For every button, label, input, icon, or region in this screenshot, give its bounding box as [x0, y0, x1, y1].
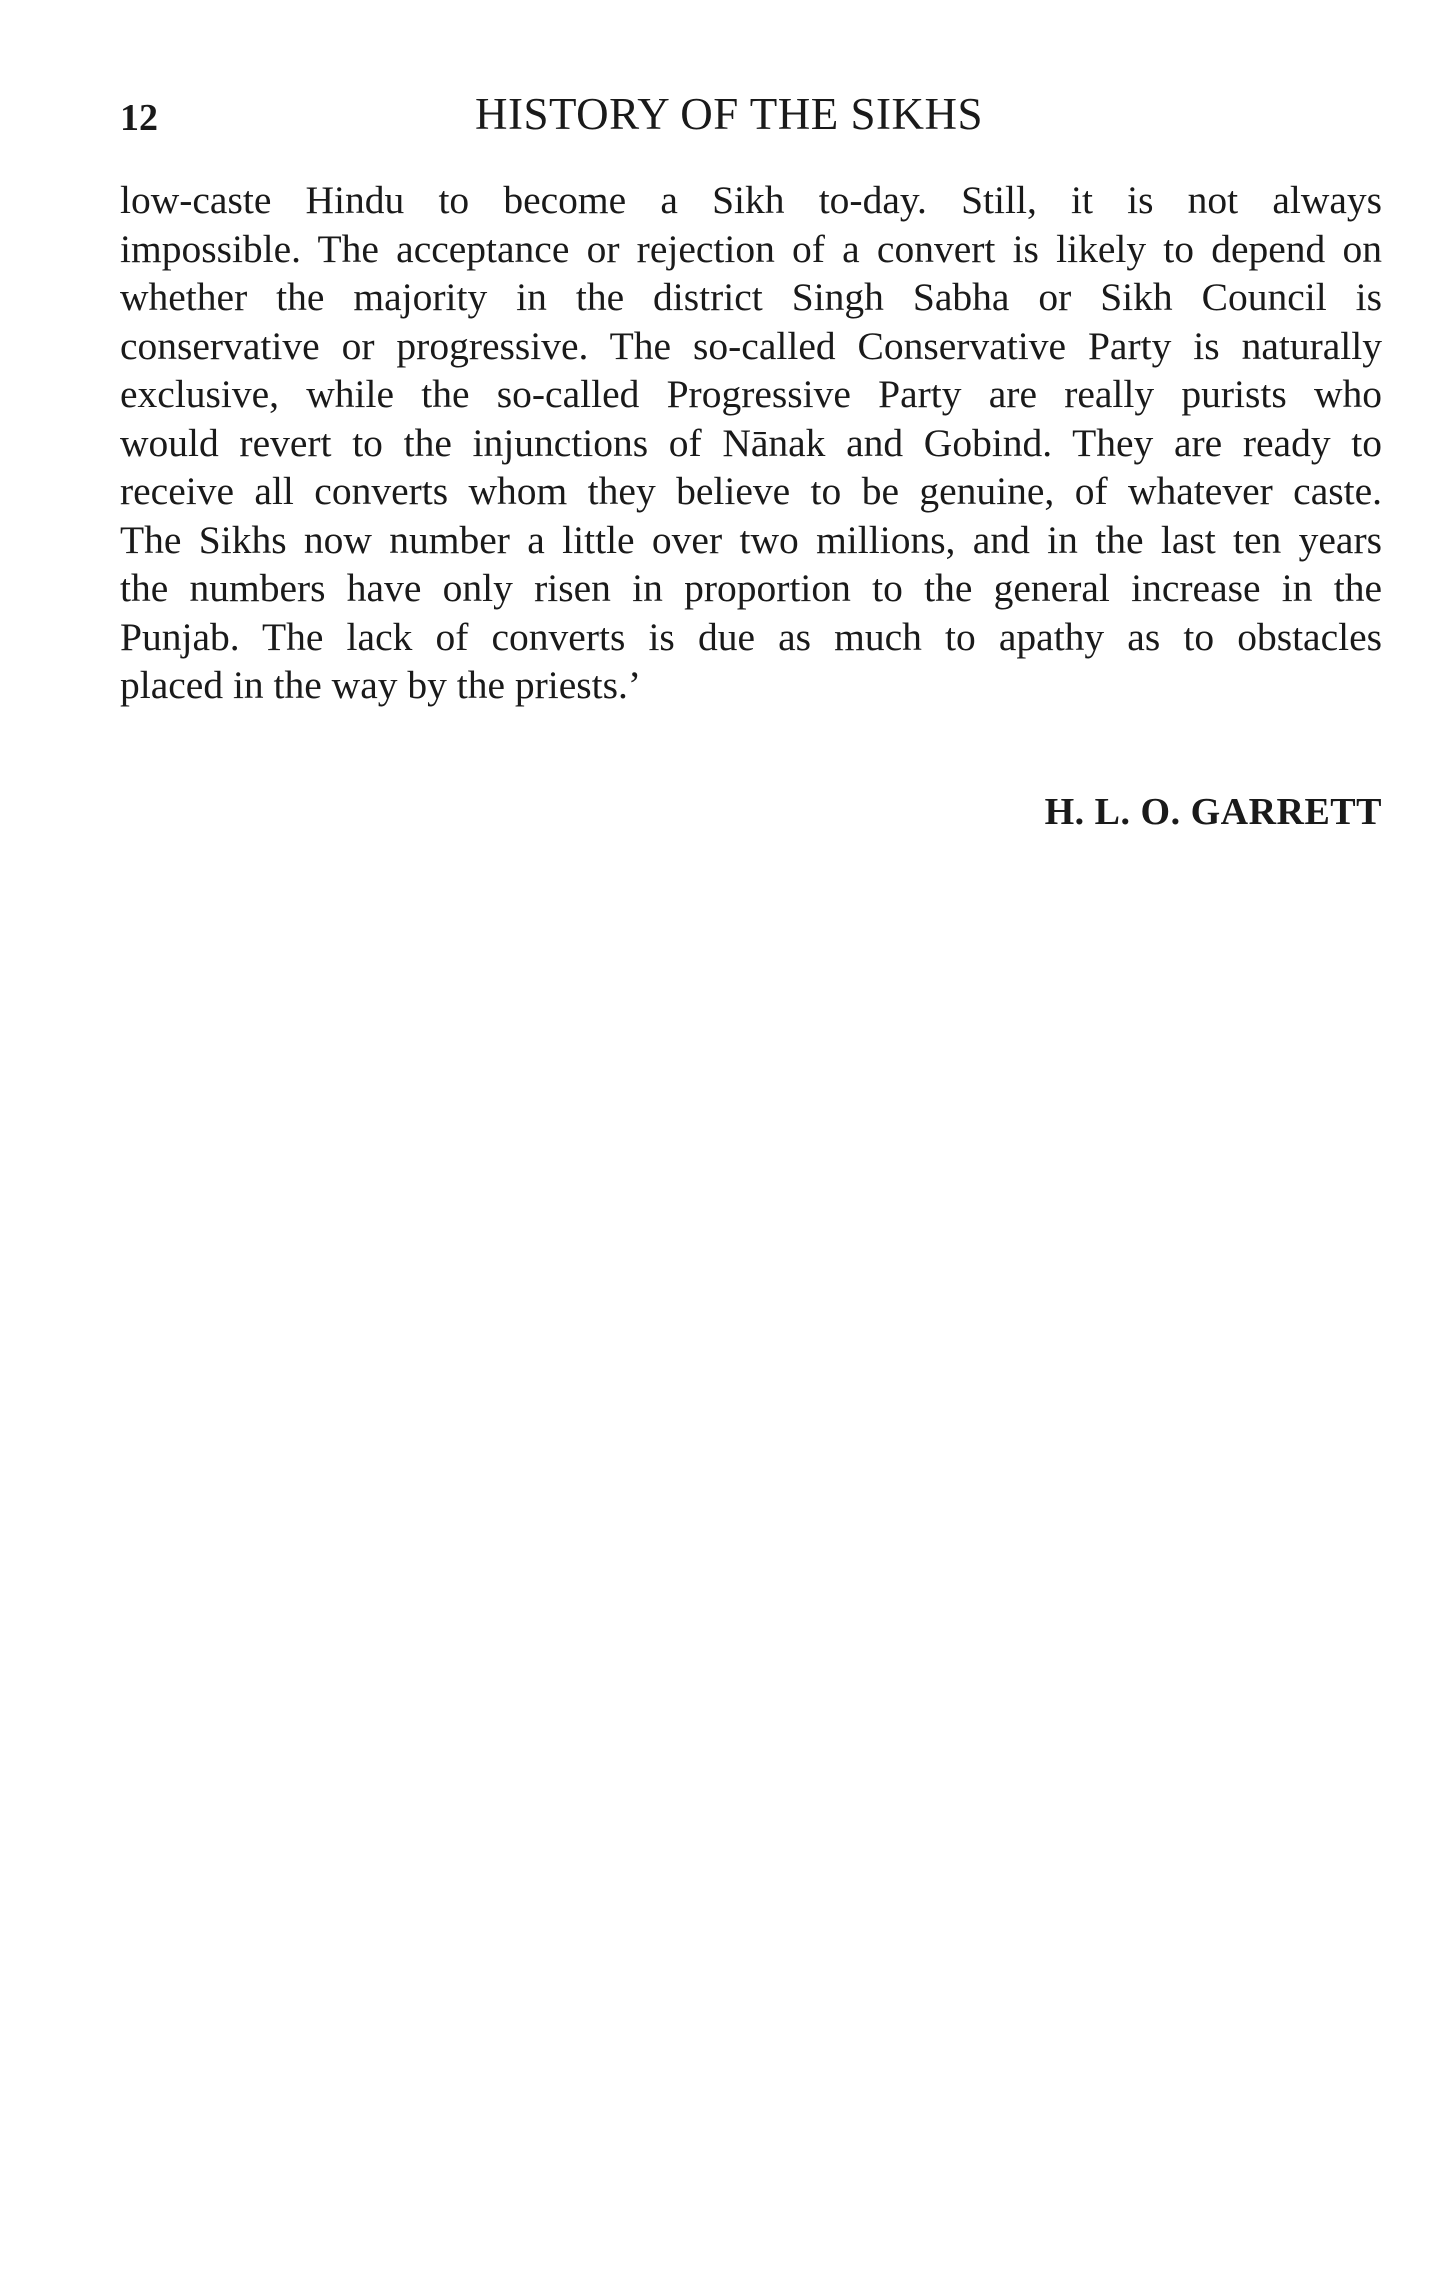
- text-line: exclusive, while the so-called Progressive Party are really purists who: [120, 372, 1382, 416]
- text-line: The Sikhs now number a little over two millions, and in the last ten years: [120, 517, 1382, 562]
- text-line: the numbers have only risen in proportion to the general increase in the: [120, 566, 1382, 610]
- running-title: HISTORY OF THE SIKHS: [475, 89, 984, 139]
- running-head: [120, 88, 1382, 148]
- text-line: Punjab. The lack of converts is due as much to apathy as to obstacles: [120, 614, 1382, 659]
- text-line: would revert to the injunctions of Nānak and Gobind. They are ready to: [120, 420, 1382, 465]
- text-line: conservative or progressive. The so-called Conservative Party is naturally: [120, 323, 1382, 368]
- body-paragraph: [120, 176, 1382, 710]
- text-line: placed in the way by the priests.’: [120, 663, 642, 707]
- text-line: impossible. The acceptance or rejection of a convert is likely to depend on: [120, 226, 1382, 271]
- page-number: 12: [120, 97, 158, 139]
- text-line: low-caste Hindu to become a Sikh to-day. Still, it is not always: [120, 178, 1382, 222]
- author-signature: H. L. O. GARRETT: [1044, 791, 1382, 833]
- text-line: receive all converts whom they believe to be genuine, of whatever caste.: [120, 469, 1382, 513]
- text-line: whether the majority in the district Singh Sabha or Sikh Council is: [120, 275, 1382, 319]
